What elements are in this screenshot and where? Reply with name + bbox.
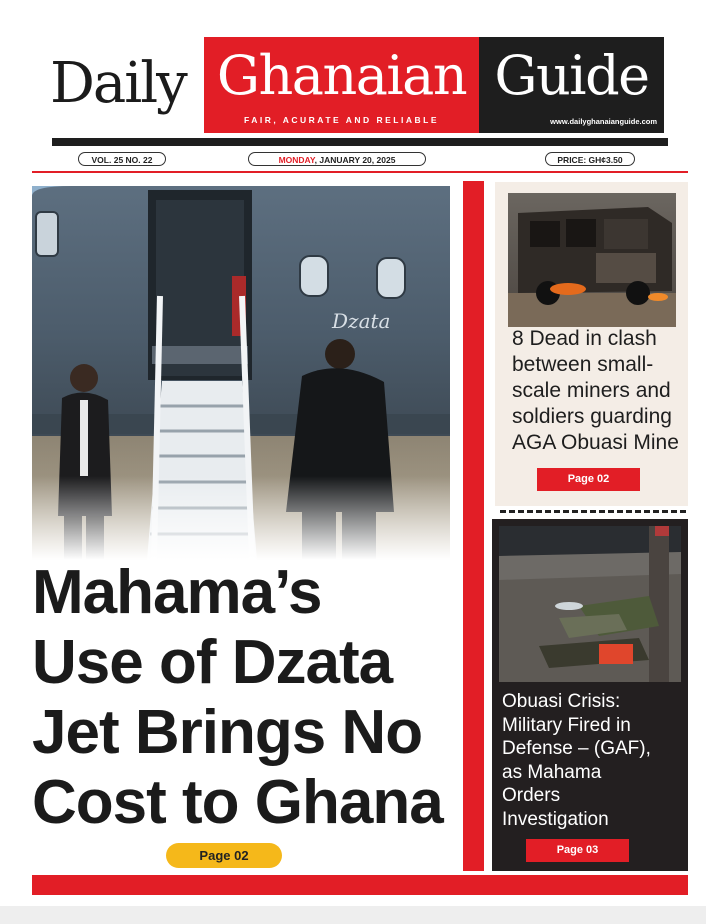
masthead-ghanaian: Ghanaian [216, 44, 467, 107]
issue-day: MONDAY [278, 155, 315, 165]
footer-red-bar [32, 875, 688, 895]
issue-volume: VOL. 25 NO. 22 [78, 152, 166, 166]
page-bottom-margin [0, 906, 706, 924]
masthead-daily: Daily [50, 51, 186, 116]
story-bottom-page-ref-button[interactable]: Page 03 [526, 839, 629, 862]
main-headline[interactable] [32, 558, 462, 838]
story-top-page-ref-button[interactable]: Page 02 [537, 468, 640, 491]
issue-price: PRICE: GH¢3.50 [545, 152, 635, 166]
headline-line: Cost to Ghana [32, 768, 443, 837]
headline-line: Jet Brings No [32, 698, 423, 767]
masthead-red-block [204, 37, 479, 133]
main-story-photo[interactable] [32, 186, 450, 560]
headline-line: Military Fired in [502, 714, 631, 736]
masthead-black-block [479, 37, 664, 133]
headline-line: between small- [512, 353, 654, 376]
header-red-rule [32, 171, 688, 173]
main-page-ref-button[interactable]: Page 02 [166, 843, 282, 868]
masthead-tagline: FAIR, ACURATE AND RELIABLE [243, 115, 439, 125]
headline-line: 8 Dead in clash [512, 327, 657, 350]
headline-line: soldiers guarding [512, 405, 672, 428]
issue-date-text: , JANUARY 20, 2025 [314, 155, 396, 165]
column-divider [463, 181, 484, 871]
story-top-headline[interactable] [512, 326, 688, 456]
headline-line: Obuasi Crisis: [502, 691, 621, 712]
burnt-vehicle-photo[interactable] [508, 193, 676, 327]
jet-name-text: Dzata [332, 309, 391, 333]
story-bottom-headline[interactable] [502, 690, 686, 831]
headline-line: Defense – (GAF), [502, 738, 651, 759]
headline-line: Use of Dzata [32, 628, 393, 697]
masthead-website: www.dailyghanaianguide.com [550, 117, 657, 126]
headline-line: Investigation [502, 808, 609, 830]
masthead-rule [52, 138, 668, 146]
headline-line: AGA Obuasi Mine [512, 431, 679, 454]
masthead-guide: Guide [494, 44, 649, 107]
headline-line: scale miners and [512, 379, 671, 402]
obuasi-scene-photo[interactable] [499, 526, 681, 682]
headline-line: Orders [502, 785, 561, 806]
dashed-separator [500, 510, 686, 513]
headline-line: as Mahama [502, 761, 602, 783]
issue-date [248, 152, 426, 166]
headline-line: Mahama’s [32, 558, 322, 627]
